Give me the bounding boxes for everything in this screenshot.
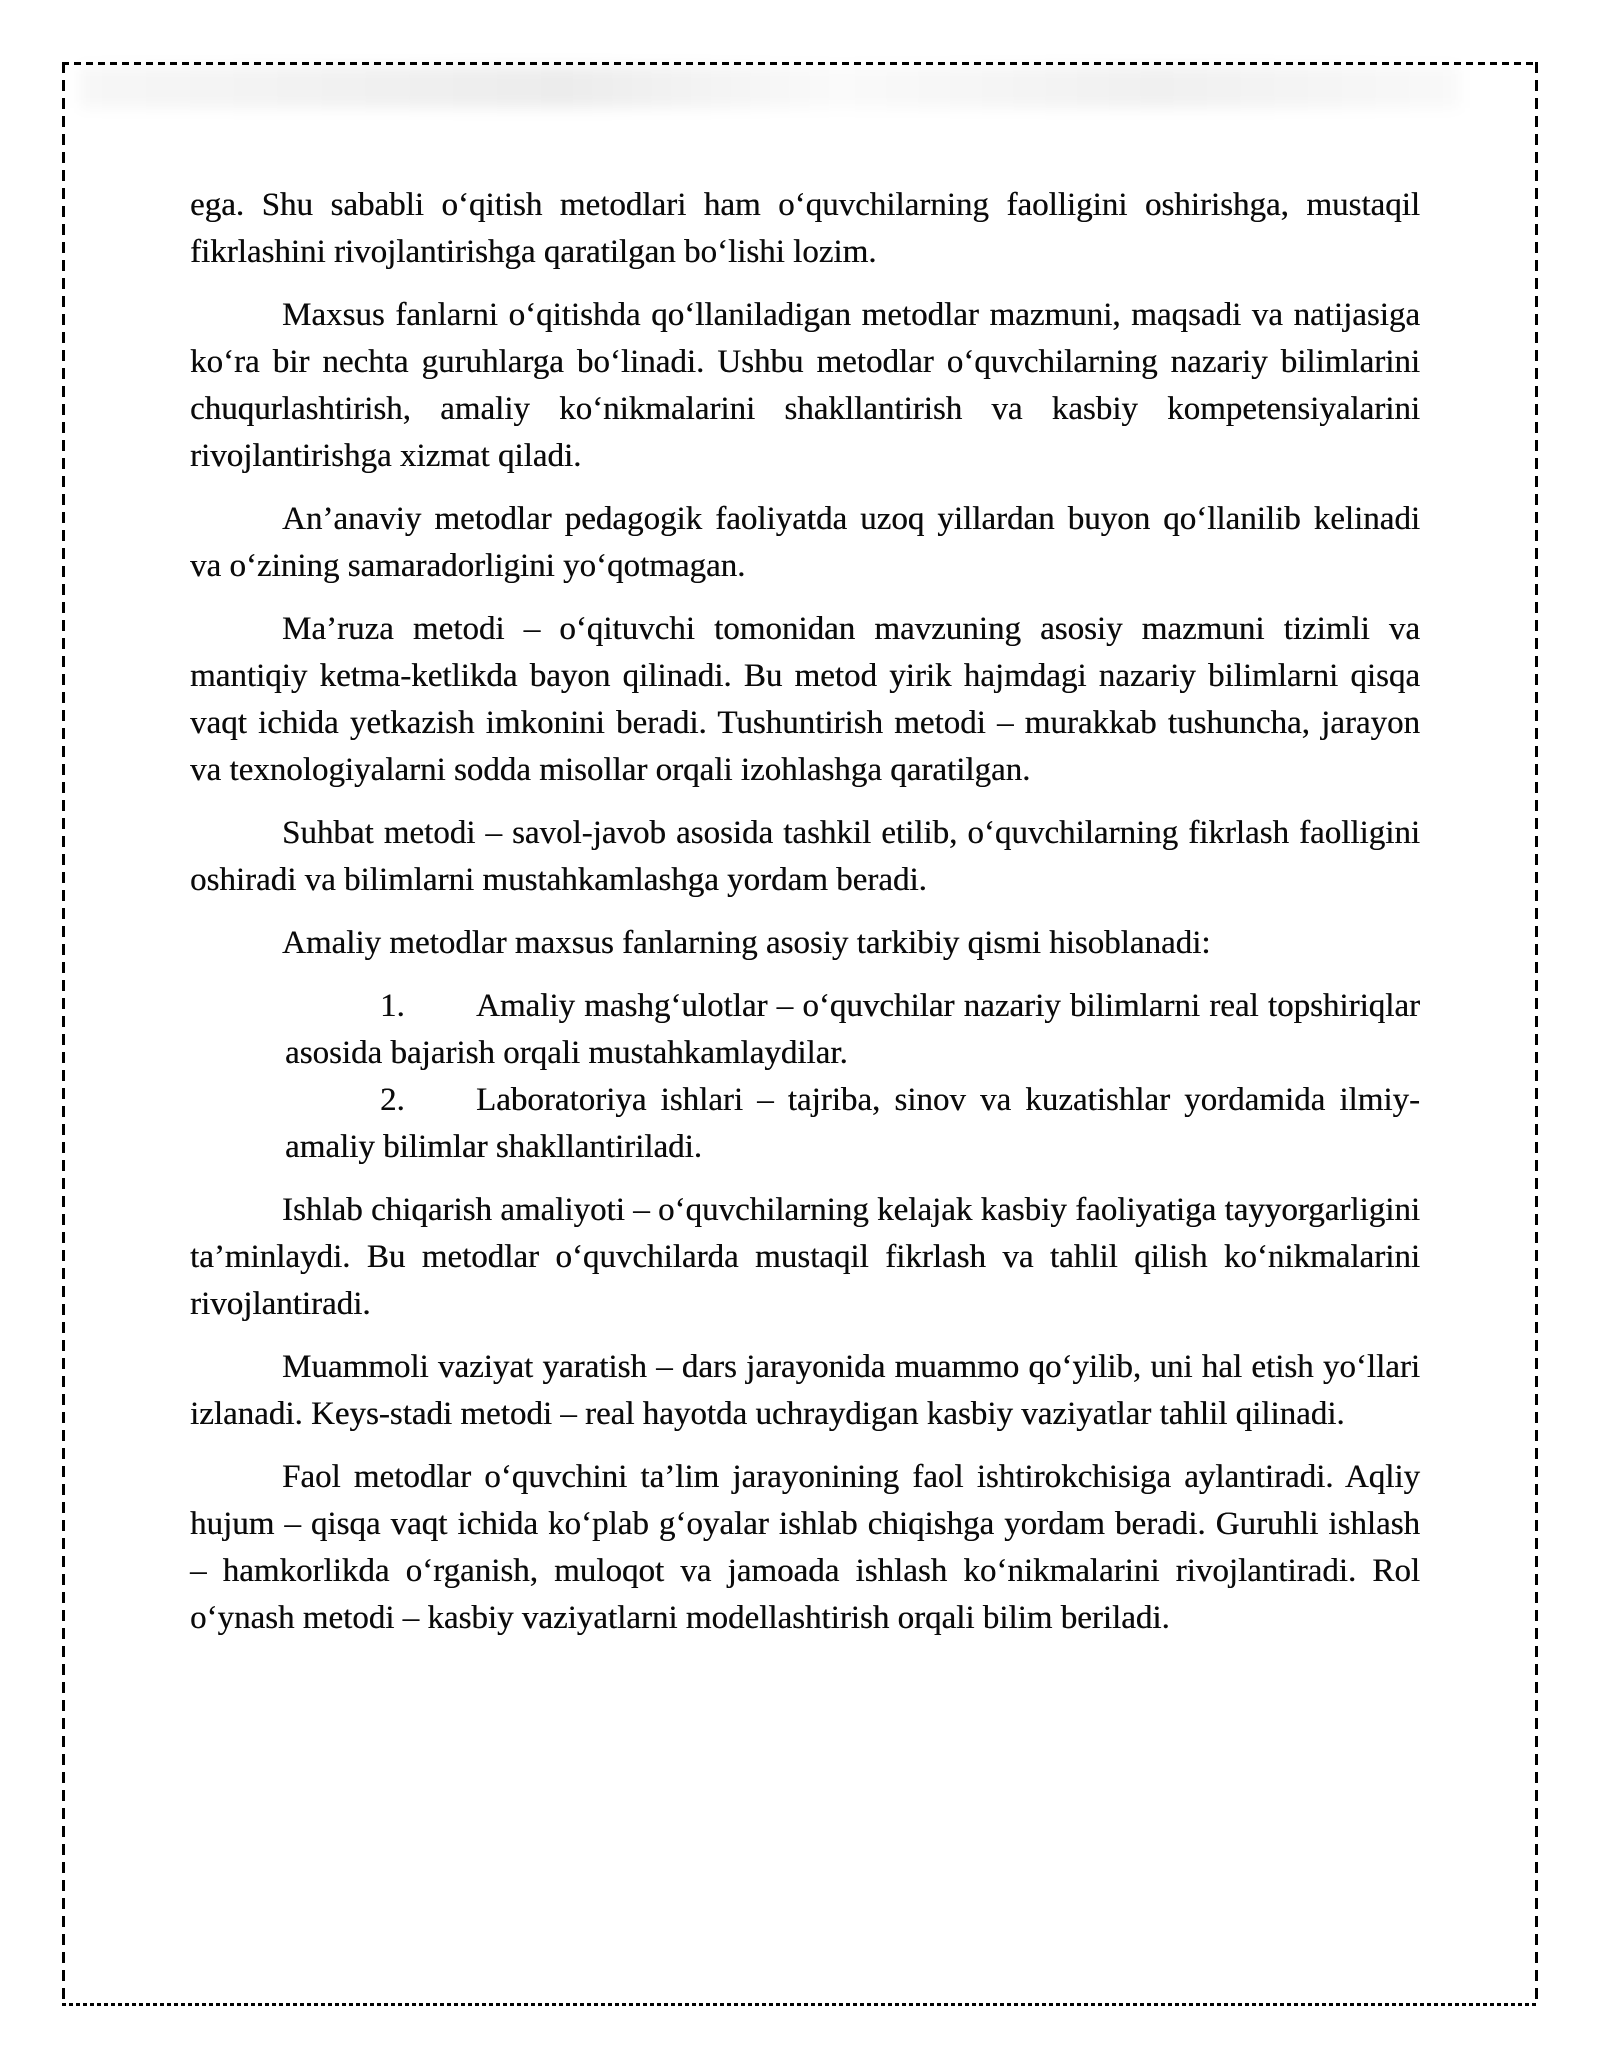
document-text-block	[190, 182, 1420, 1658]
page-border-top	[62, 62, 1538, 65]
paragraph: Faol metodlar o‘quvchini ta’lim jarayonining faol ishtirokchisiga aylantiradi. Aqliy hujum – qisqa vaqt ichida ko‘plab g‘oyalar ishlab chiqishga yordam beradi. Guruhli ishlash – hamkorlikda o‘rganish, muloqot va jamoada ishlash ko‘nikmalarini rivojlantiradi. Rol o‘ynash metodi – kasbiy vaziyatlarni modellashtirish orqali bilim beriladi.	[190, 1459, 1420, 1636]
paragraph: Suhbat metodi – savol-javob asosida tashkil etilib, o‘quvchilarning fikrlash faolligini oshiradi va bilimlarni mustahkamlashga yordam beradi.	[190, 815, 1420, 898]
page-border-left	[62, 62, 65, 2006]
list-number: 2.	[380, 1082, 405, 1118]
paragraph: An’anaviy metodlar pedagogik faoliyatda uzoq yillardan buyon qo‘llanilib kelinadi va o‘zining samaradorligini yo‘qotmagan.	[190, 501, 1420, 584]
list-text: Amaliy mashg‘ulotlar – o‘quvchilar nazariy bilimlarni real topshiriqlar asosida bajarish orqali mustahkamlaydilar.	[285, 988, 1420, 1071]
paragraph: Ma’ruza metodi – o‘qituvchi tomonidan mavzuning asosiy mazmuni tizimli va mantiqiy ketma-ketlikda bayon qilinadi. Bu metod yirik hajmdagi nazariy bilimlarni qisqa vaqt ichida yetkazish imkonini beradi. Tushuntirish metodi – murakkab tushuncha, jarayon va texnologiyalarni sodda misollar orqali izohlashga qaratilgan.	[190, 611, 1420, 788]
scan-smudge	[80, 66, 1460, 108]
list-item	[285, 1077, 1420, 1171]
list-item	[285, 983, 1420, 1077]
page-border-right	[1535, 62, 1538, 2006]
paragraph: ega. Shu sababli o‘qitish metodlari ham o‘quvchilarning faolligini oshirishga, mustaqil fikrlashini rivojlantirishga qaratilgan bo‘lishi lozim.	[190, 187, 1420, 270]
paragraph: Maxsus fanlarni o‘qitishda qo‘llaniladigan metodlar mazmuni, maqsadi va natijasiga ko‘ra bir nechta guruhlarga bo‘linadi. Ushbu metodlar o‘quvchilarning nazariy bilimlarini chuqurlashtirish, amaliy ko‘nikmalarini shakllantirish va kasbiy kompetensiyalarini rivojlantirishga xizmat qiladi.	[190, 297, 1420, 474]
list-number: 1.	[380, 988, 405, 1024]
list-text: Laboratoriya ishlari – tajriba, sinov va kuzatishlar yordamida ilmiy-amaliy bilimlar shakllantiriladi.	[285, 1082, 1420, 1165]
paragraph: Ishlab chiqarish amaliyoti – o‘quvchilarning kelajak kasbiy faoliyatiga tayyorgarligini ta’minlaydi. Bu metodlar o‘quvchilarda mustaqil fikrlash va tahlil qilish ko‘nikmalarini rivojlantiradi.	[190, 1192, 1420, 1322]
paragraph: Amaliy metodlar maxsus fanlarning asosiy tarkibiy qismi hisoblanadi:	[282, 925, 1211, 961]
page-border-bottom	[62, 2003, 1538, 2006]
paragraph: Muammoli vaziyat yaratish – dars jarayonida muammo qo‘yilib, uni hal etish yo‘llari izlanadi. Keys-stadi metodi – real hayotda uchraydigan kasbiy vaziyatlar tahlil qilinadi.	[190, 1349, 1420, 1432]
